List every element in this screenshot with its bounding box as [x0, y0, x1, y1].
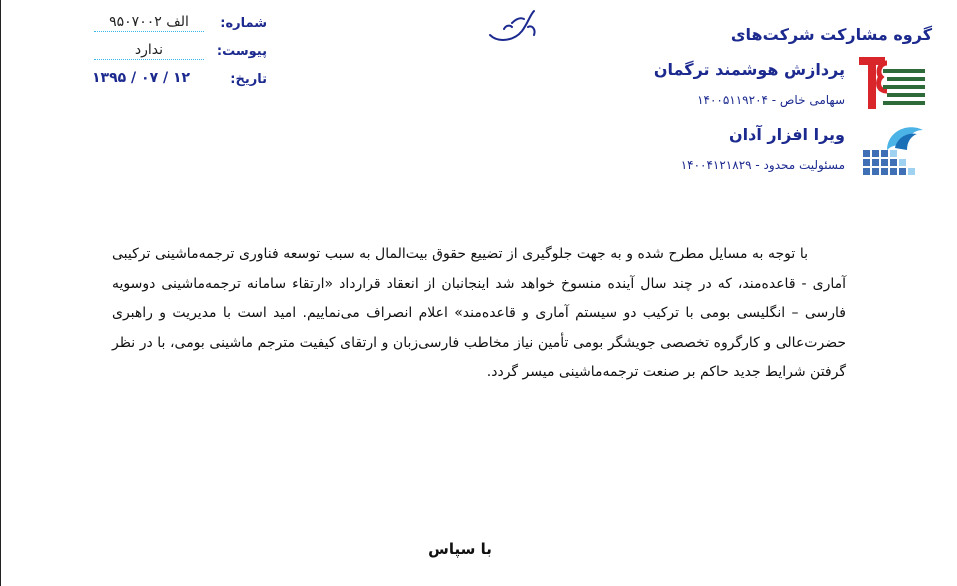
date-label: تاریخ: [230, 72, 267, 87]
date-value: ۱۳۹۵ / ۰۷ / ۱۲ [92, 70, 191, 86]
company-name: پردازش هوشمند ترگمان [653, 60, 845, 79]
company-registration: سهامی خاص - ۱۴۰۰۵۱۱۹۲۰۴ [697, 93, 845, 107]
closing-text: با سپاس [428, 540, 492, 558]
date-row [92, 70, 267, 92]
company-targoman [637, 55, 927, 115]
vira-afzar-logo-icon [857, 120, 927, 178]
signature-mark [484, 5, 544, 45]
attachment-row [92, 42, 267, 64]
attachment-label: پیوست: [216, 44, 267, 59]
company-registration: مسئولیت محدود - ۱۴۰۰۴۱۲۱۸۲۹ [680, 158, 845, 172]
letter-number-row [92, 14, 267, 36]
letter-number-value: الف ۹۵۰۷۰۰۲ [94, 14, 204, 32]
attachment-value: ندارد [94, 42, 204, 60]
page-border [0, 0, 1, 586]
letter-reference [92, 14, 267, 94]
group-title: گروه مشارکت شرکت‌های [730, 25, 932, 44]
company-vira-afzar [637, 120, 927, 182]
letter-body [112, 240, 846, 388]
targoman-logo-icon [857, 55, 927, 113]
body-paragraph: با توجه به مسایل مطرح شده و به جهت جلوگیری از تضییع حقوق بیت‌المال به سبب توسعه فناوری ترجمه‌ماشینی ترکیبی آماری - قاعده‌مند، که در چند سال آینده منسوخ خواهد شد اینجانبان از انعقاد قرارداد «ارتقاء سامانه ترجمه‌ماشینی دوسویه فارسی – انگلیسی بومی با ترکیب دو سیستم آماری و قاعده‌مند» اعلام انصراف می‌نماییم. امید است با مدیریت و راهبری حضرت‌عالی و کارگروه تخصصی جویشگر بومی تأمین نیاز مخاطب فارسی‌زبان و ارتقای کیفیت مترجم ماشینی بومی، با در نظر گرفتن شرایط جدید حاکم بر صنعت ترجمه‌ماشینی میسر گردد. [112, 246, 846, 380]
company-name: ویرا افزار آدان [729, 125, 845, 144]
letter-number-label: شماره: [220, 16, 267, 31]
